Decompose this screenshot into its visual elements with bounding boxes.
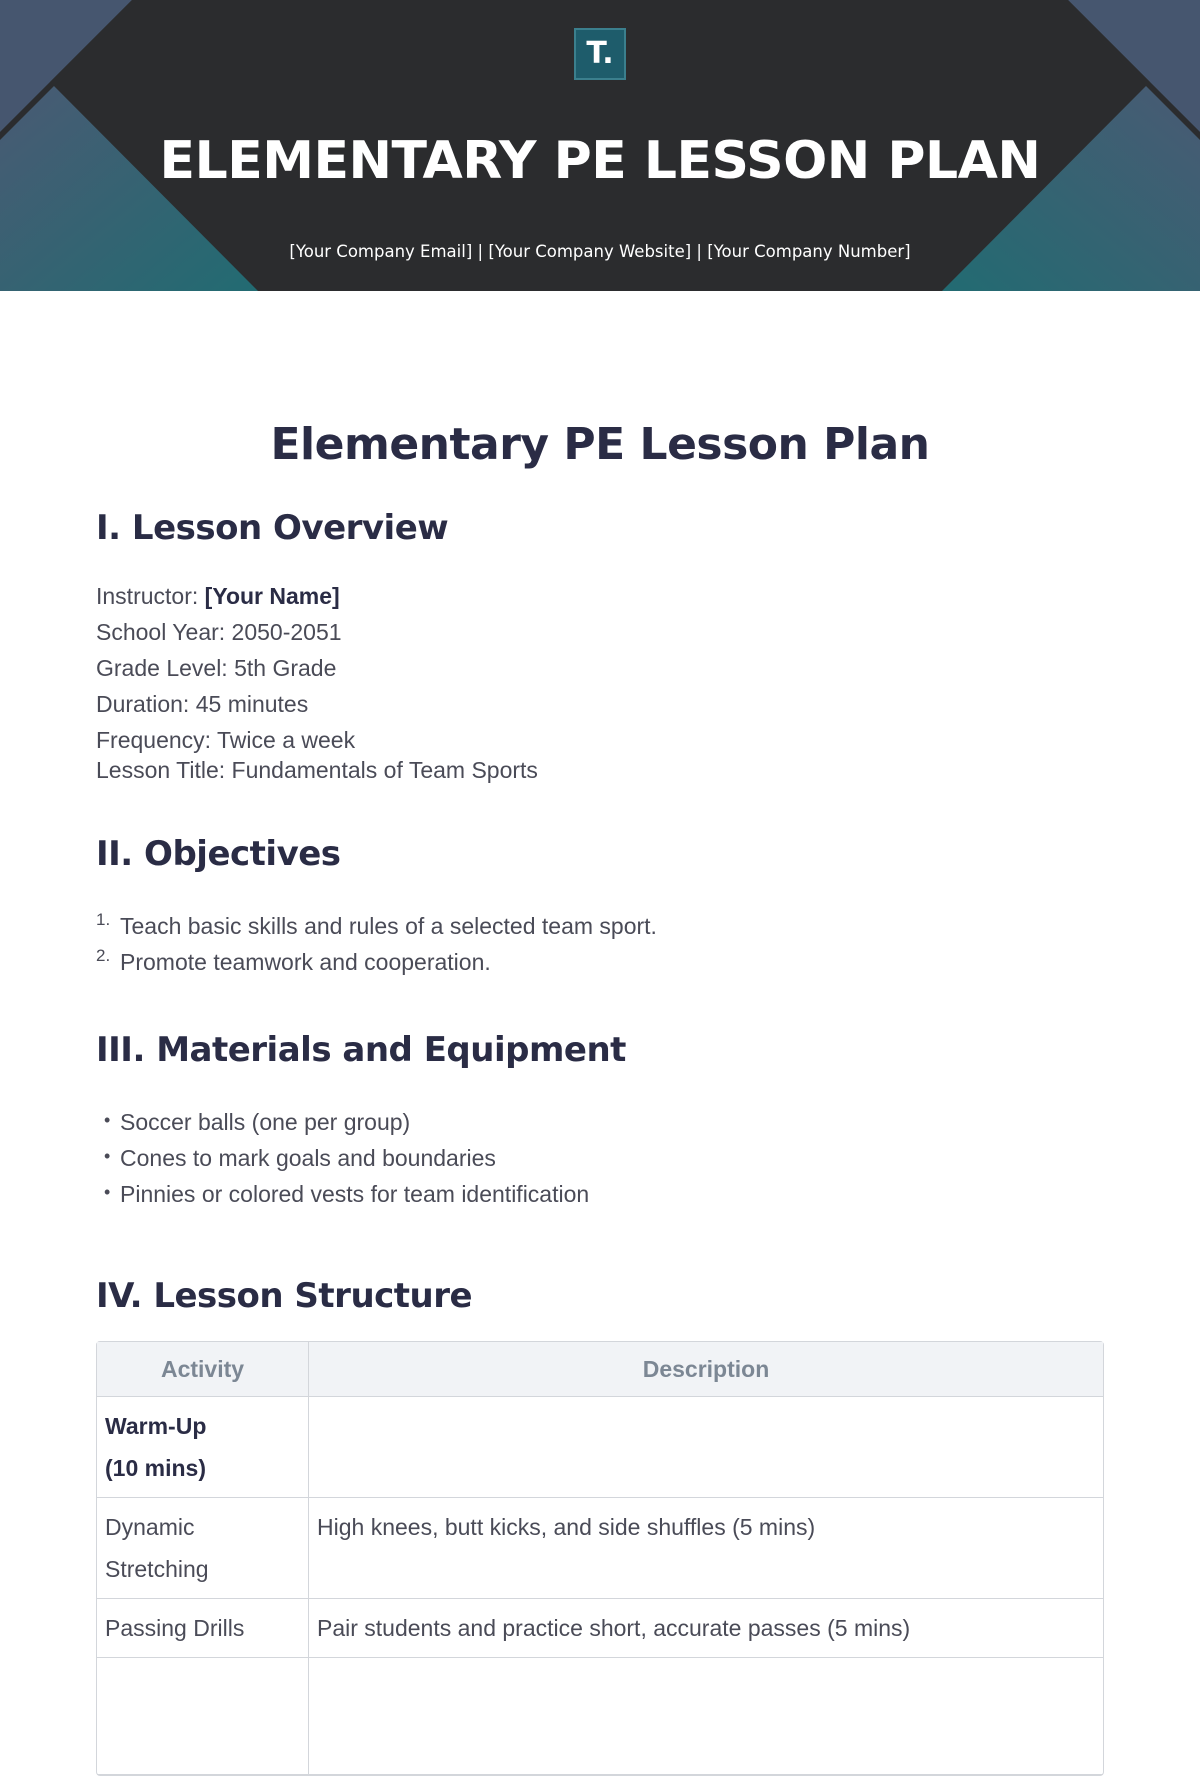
section-heading-materials: III. Materials and Equipment xyxy=(96,1030,626,1070)
duration-line: Duration: 45 minutes xyxy=(96,691,309,717)
list-item xyxy=(96,1176,1104,1212)
list-item-text: Promote teamwork and cooperation. xyxy=(120,949,491,975)
header-banner xyxy=(0,0,1200,291)
list-item-text: Soccer balls (one per group) xyxy=(120,1109,411,1135)
column-header-description: Description xyxy=(309,1342,1103,1397)
company-contact-line: [Your Company Email] | [Your Company Website] | [Your Company Number] xyxy=(289,242,911,261)
document-title: Elementary PE Lesson Plan xyxy=(270,419,930,470)
instructor-line xyxy=(96,578,1104,614)
list-item xyxy=(96,908,1104,944)
activity-cell xyxy=(97,1397,309,1498)
activity-line: Dynamic xyxy=(105,1514,195,1540)
bullet-icon: • xyxy=(104,1146,111,1166)
activity-line: Stretching xyxy=(105,1556,209,1582)
company-logo: T. xyxy=(574,28,626,80)
list-item-text: Cones to mark goals and boundaries xyxy=(120,1145,496,1171)
overview-details xyxy=(96,578,1104,784)
description-cell xyxy=(309,1658,1103,1775)
table-row xyxy=(97,1658,1103,1775)
list-item xyxy=(96,1140,1104,1176)
description-cell xyxy=(309,1397,1103,1498)
table-header-row xyxy=(97,1342,1103,1397)
activity-line: Warm-Up xyxy=(105,1413,207,1439)
list-item xyxy=(96,944,1104,980)
list-number: 1. xyxy=(96,910,111,929)
table-row xyxy=(97,1397,1103,1498)
instructor-value: [Your Name] xyxy=(204,583,340,609)
list-item-text: Pinnies or colored vests for team identification xyxy=(120,1181,590,1207)
table-row xyxy=(97,1599,1103,1658)
list-item-text: Teach basic skills and rules of a selected team sport. xyxy=(120,913,657,939)
activity-cell xyxy=(97,1599,309,1658)
lesson-structure-table xyxy=(96,1341,1104,1776)
description-cell: Pair students and practice short, accurate passes (5 mins) xyxy=(309,1599,1103,1658)
list-number: 2. xyxy=(96,946,111,965)
column-header-activity: Activity xyxy=(97,1342,309,1397)
frequency-line: Frequency: Twice a week xyxy=(96,727,356,753)
instructor-label: Instructor: xyxy=(96,583,205,609)
activity-line: (10 mins) xyxy=(105,1455,206,1481)
section-heading-structure: IV. Lesson Structure xyxy=(96,1276,473,1316)
document-body xyxy=(96,412,1104,1641)
activity-cell xyxy=(97,1658,309,1775)
list-item xyxy=(96,1104,1104,1140)
materials-list xyxy=(96,1104,1104,1212)
school-year-line: School Year: 2050-2051 xyxy=(96,619,342,645)
grade-level-line: Grade Level: 5th Grade xyxy=(96,655,337,681)
objectives-list xyxy=(96,908,1104,980)
table-row xyxy=(97,1498,1103,1599)
description-cell: High knees, butt kicks, and side shuffles (5 mins) xyxy=(309,1498,1103,1599)
activity-line: Passing Drills xyxy=(105,1615,245,1641)
lesson-title-line: Lesson Title: Fundamentals of Team Sports xyxy=(96,757,538,783)
bullet-icon: • xyxy=(104,1182,111,1202)
header-title: ELEMENTARY PE LESSON PLAN xyxy=(159,131,1041,191)
section-heading-overview: I. Lesson Overview xyxy=(96,508,449,548)
activity-cell xyxy=(97,1498,309,1599)
bullet-icon: • xyxy=(104,1110,111,1130)
section-heading-objectives: II. Objectives xyxy=(96,834,341,874)
